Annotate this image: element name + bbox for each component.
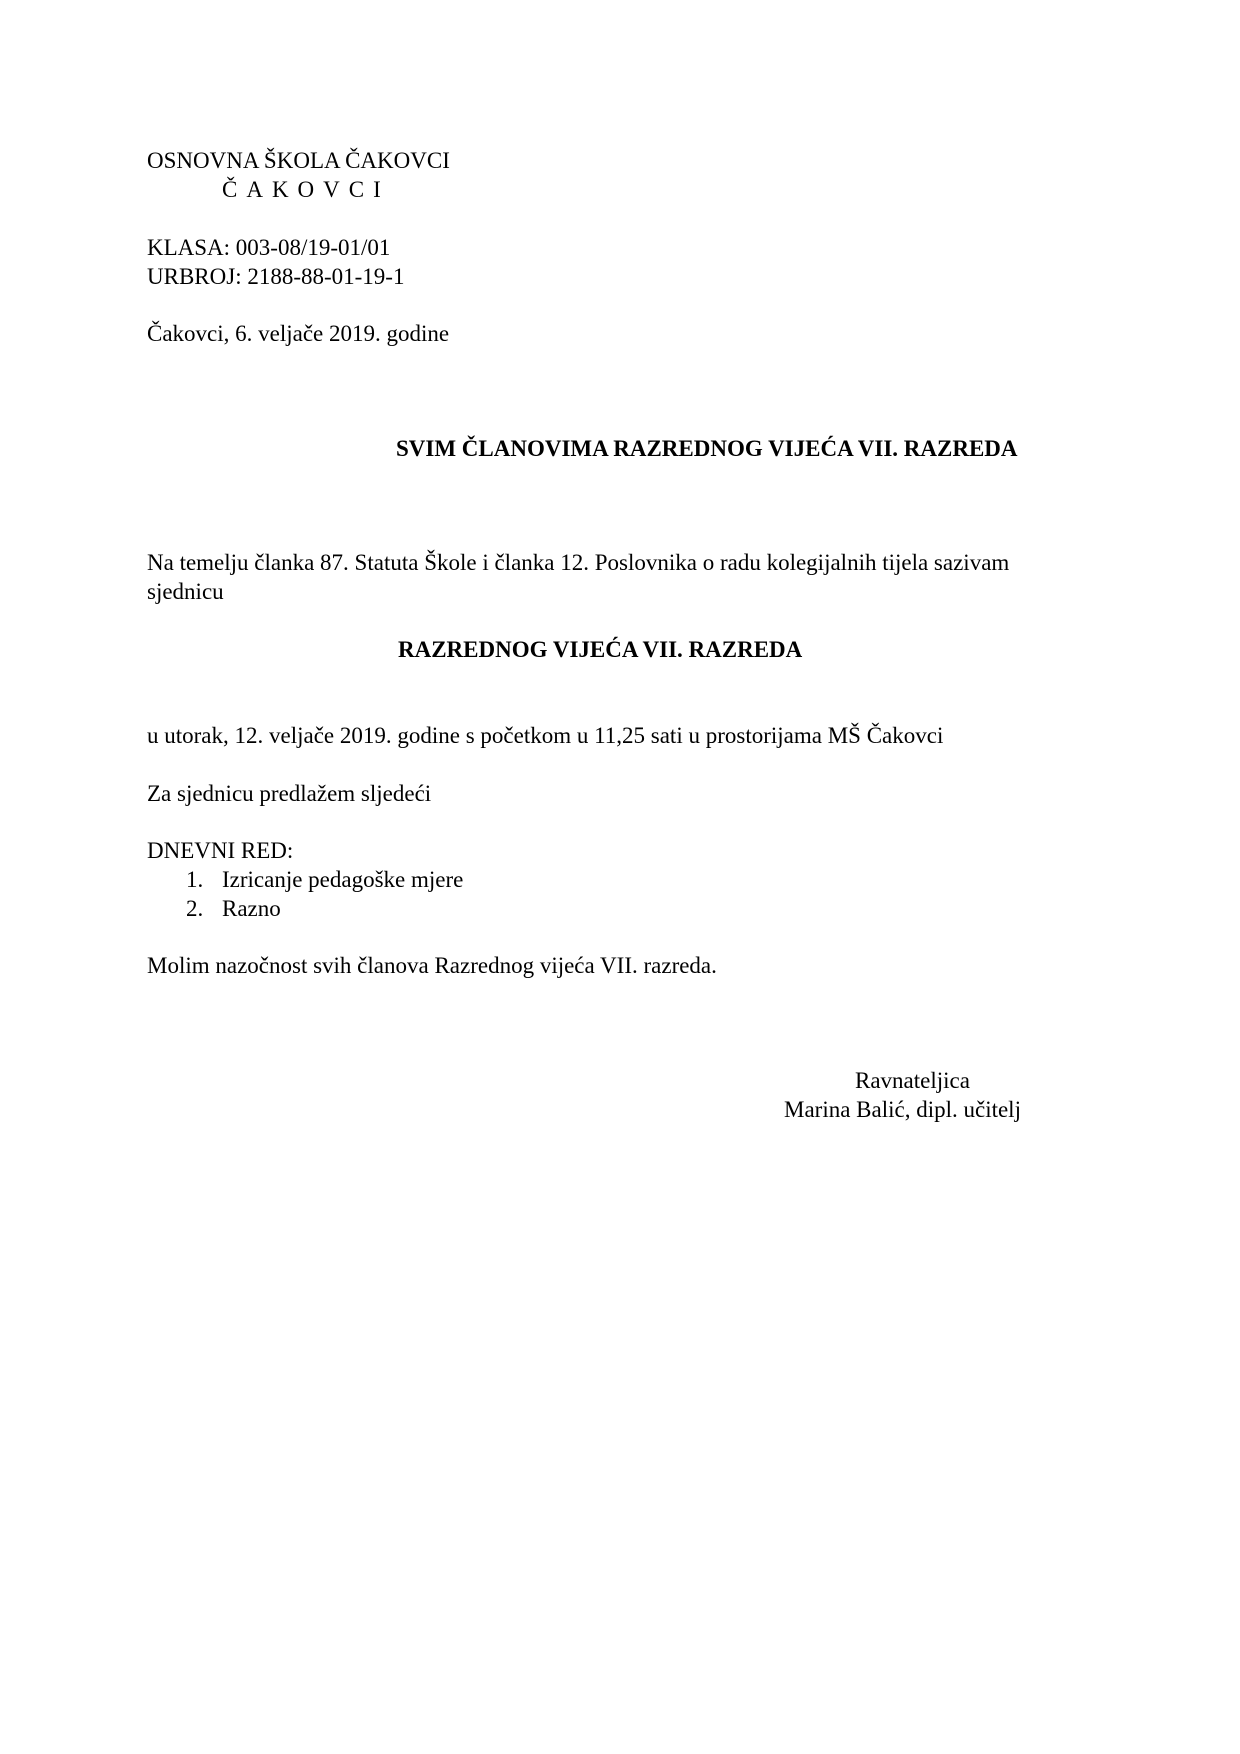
agenda-item-number: 1. bbox=[186, 867, 204, 892]
klasa-number: KLASA: 003-08/19-01/01 bbox=[147, 235, 391, 260]
agenda-item-text: Izricanje pedagoške mjere bbox=[222, 867, 464, 892]
urbroj-number: URBROJ: 2188-88-01-19-1 bbox=[147, 264, 405, 289]
intro-text-line-1: Na temelju članka 87. Statuta Škole i članka 12. Poslovnika o radu kolegijalnih tijela sazivam bbox=[147, 550, 1010, 575]
meeting-time-text: u utorak, 12. veljače 2019. godine s početkom u 11,25 sati u prostorijama MŠ Čakovci bbox=[147, 723, 944, 748]
document-date: Čakovci, 6. veljače 2019. godine bbox=[147, 321, 450, 346]
agenda-item-number: 2. bbox=[186, 896, 204, 921]
school-town: ČAKOVCI bbox=[222, 177, 390, 202]
proposal-text: Za sjednicu predlažem sljedeći bbox=[147, 781, 432, 806]
school-name: OSNOVNA ŠKOLA ČAKOVCI bbox=[147, 148, 450, 173]
intro-text-line-2: sjednicu bbox=[147, 579, 224, 604]
signature-title: Ravnateljica bbox=[855, 1068, 970, 1093]
agenda-item-text: Razno bbox=[222, 896, 281, 921]
agenda-heading: DNEVNI RED: bbox=[147, 838, 294, 863]
council-title: RAZREDNOG VIJEĆA VII. RAZREDA bbox=[398, 637, 803, 662]
closing-text: Molim nazočnost svih članova Razrednog vijeća VII. razreda. bbox=[147, 953, 717, 978]
recipient-heading: SVIM ČLANOVIMA RAZREDNOG VIJEĆA VII. RAZREDA bbox=[396, 436, 1018, 461]
signature-name: Marina Balić, dipl. učitelj bbox=[784, 1097, 1021, 1122]
